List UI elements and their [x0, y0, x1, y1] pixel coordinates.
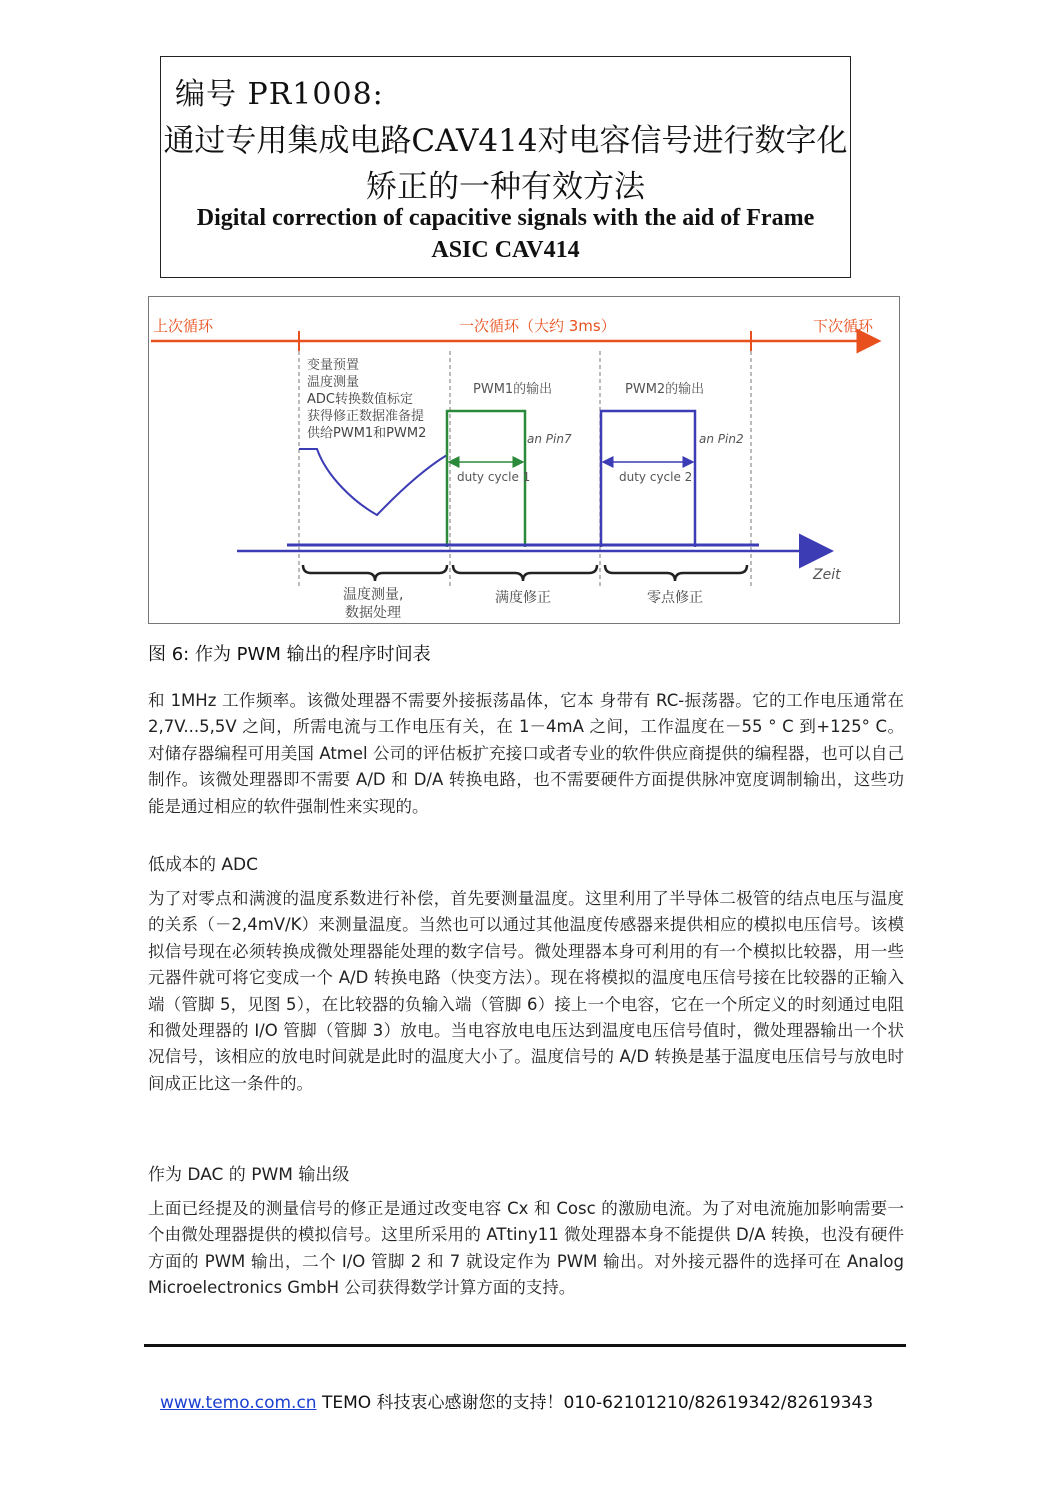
duty2-label: duty cycle 2	[619, 470, 693, 484]
step-5: 供给PWM1和PWM2	[307, 426, 427, 441]
heading-low-cost-adc: 低成本的 ADC	[148, 855, 258, 875]
paragraph-1: 和 1MHz 工作频率。该微处理器不需要外接振荡晶体，它本 身带有 RC-振荡器。它的工作电压通常在 2,7V...5,5V 之间，所需电流与工作电压有关，在 1－4mA 之间，工作温度在－55 ° C 到+125° C。对储存器编程可用美国 Atmel 公司的评估板扩充接口或者专业的软件供应商提供的编程器，也可以自己制作。该微处理器即不需要 A/D 和 D/A 转换电路，也不需要硬件方面提供脉冲宽度调制输出，这些功能是通过相应的软件强制性来实现的。	[148, 691, 904, 816]
phase3-label: 零点修正	[647, 590, 703, 606]
document-number: 编号 PR1008:	[175, 77, 384, 112]
time-axis-label: Zeit	[813, 567, 841, 583]
step-2: 温度测量	[307, 375, 360, 390]
phase1-label-line1: 温度测量,	[343, 587, 404, 603]
pwm1-output-label: PWM1的输出	[473, 382, 553, 397]
step-list	[307, 357, 428, 441]
title-english-line-2: ASIC CAV414	[431, 237, 580, 263]
footer-contact-text: TEMO 科技衷心感谢您的支持！010-62101210/82619342/82619343	[321, 1393, 874, 1413]
timing-diagram	[148, 296, 900, 624]
footer-rule	[144, 1344, 906, 1347]
next-cycle-label: 下次循环	[813, 317, 874, 335]
discharge-curve	[299, 449, 447, 515]
duty1-label: duty cycle 1	[457, 470, 531, 484]
title-english-line-1: Digital correction of capacitive signals with the aid of Frame	[196, 205, 815, 231]
phase2-label: 满度修正	[495, 590, 551, 606]
footer-website-link[interactable]: www.temo.com.cn	[160, 1393, 317, 1413]
phase1-label-line2: 数据处理	[345, 605, 401, 621]
pin2-label: an Pin2	[699, 432, 744, 446]
pwm2-output-label: PWM2的输出	[625, 382, 705, 397]
title-chinese-line-2: 矫正的一种有效方法	[366, 169, 645, 205]
footer	[160, 1388, 873, 1413]
title-box	[160, 56, 851, 278]
heading-pwm-output: 作为 DAC 的 PWM 输出级	[148, 1165, 350, 1185]
brace-phase-1	[303, 565, 447, 581]
title-chinese-line-1: 通过专用集成电路CAV414对电容信号进行数字化	[163, 123, 848, 159]
figure-caption: 图 6: 作为 PWM 输出的程序时间表	[148, 644, 431, 665]
brace-phase-3	[605, 565, 747, 581]
paragraph-2: 为了对零点和满渡的温度系数进行补偿，首先要测量温度。这里利用了半导体二极管的结点电压与温度的关系（－2,4mV/K）来测量温度。当然也可以通过其他温度传感器来提供相应的模拟电压信号。该模拟信号现在必须转换成微处理器能处理的数字信号。微处理器本身可利用的有一个模拟比较器，用一些元器件就可将它变成一个 A/D 转换电路（快变方法）。现在将模拟的温度电压信号接在比较器的正输入端（管脚 5，见图 5），在比较器的负输入端（管脚 6）接上一个电容，它在一个所定义的时刻通过电阻和微处理器的 I/O 管脚（管脚 3）放电。当电容放电电压达到温度电压信号值时，微处理器输出一个状况信号，该相应的放电时间就是此时的温度大小了。温度信号的 A/D 转换是基于温度电压信号与放电时间成正比这一条件的。	[148, 889, 904, 1093]
step-4: 获得修正数据准备提	[307, 409, 425, 424]
paragraph-3: 上面已经提及的测量信号的修正是通过改变电容 Cx 和 Cosc 的激励电流。为了对电流施加影响需要一个由微处理器提供的模拟信号。这里所采用的 ATtiny11 微处理器本身不能提供 D/A 转换，也没有硬件方面的 PWM 输出，二个 I/O 管脚 2 和 7 就设定作为 PWM 输出。对外接元器件的选择可在 Analog Microelectronics GmbH 公司获得数学计算方面的支持。	[148, 1199, 904, 1298]
brace-phase-2	[453, 565, 597, 581]
one-cycle-label: 一次循环（大约 3ms）	[459, 317, 616, 335]
step-1: 变量预置	[307, 358, 360, 373]
prev-cycle-label: 上次循环	[153, 317, 214, 335]
step-3: ADC转换数值标定	[307, 392, 413, 407]
pin7-label: an Pin7	[527, 432, 572, 446]
